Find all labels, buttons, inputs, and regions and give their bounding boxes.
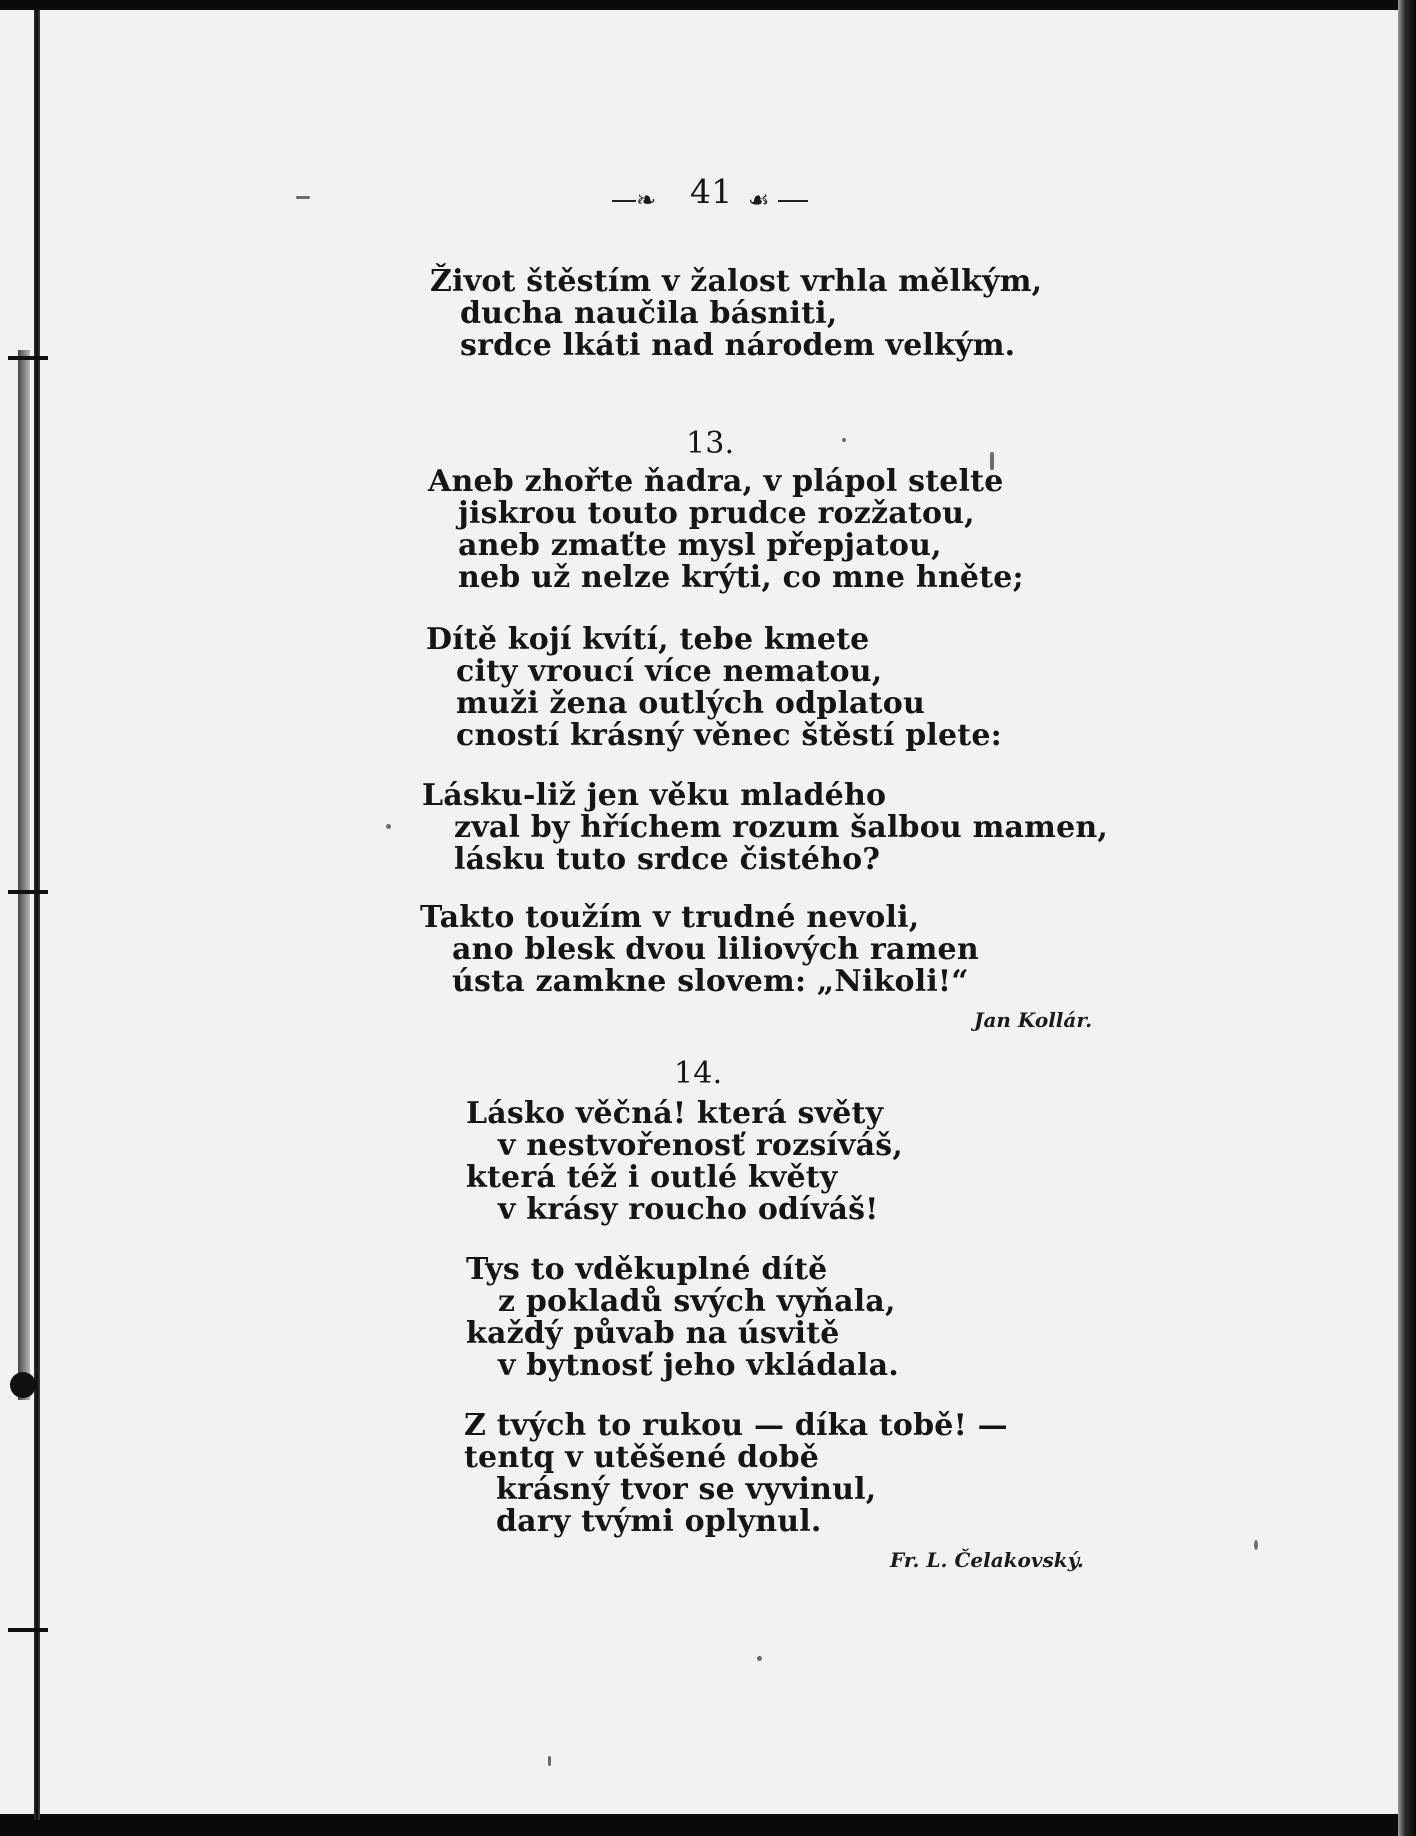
poem-line: která též i outlé květy — [466, 1160, 838, 1195]
poem-author: Fr. L. Čelakovský. — [890, 1548, 1084, 1572]
poem-line: z pokladů svých vyňala, — [498, 1284, 896, 1319]
right-scan-border — [1398, 0, 1416, 1836]
header-ornament-left-icon: ❧ — [636, 186, 657, 214]
poem-line: Takto toužím v trudné nevoli, — [420, 900, 920, 935]
poem-line: v krásy roucho odíváš! — [498, 1192, 879, 1227]
poem-line: zval by hříchem rozum šalbou mamen, — [454, 810, 1109, 845]
page-number: 41 — [690, 172, 733, 211]
poem-line: Z tvých to rukou — díka tobě! — — [464, 1408, 1008, 1443]
poem-line: ústa zamkne slovem: „Nikoli!“ — [452, 964, 969, 999]
section-number: 13. — [686, 426, 735, 461]
paper-speck — [386, 824, 391, 829]
poem-line: city vroucí více nematou, — [456, 654, 883, 689]
poem-line: Aneb zhořte ňadra, v plápol stelte — [428, 464, 1004, 499]
poem-line: Lásku-liž jen věku mladého — [422, 778, 887, 813]
poem-line: dary tvými oplynul. — [496, 1504, 822, 1539]
book-binding-edge — [0, 0, 52, 1836]
poem-line: Dítě kojí kvítí, tebe kmete — [426, 622, 870, 657]
binding-tick — [8, 356, 48, 360]
binding-shadow — [18, 350, 30, 1400]
poem-line: v bytnosť jeho vkládala. — [498, 1348, 899, 1383]
poem-line: lásku tuto srdce čistého? — [454, 842, 881, 877]
poem-line: ducha naučila básniti, — [460, 296, 838, 331]
header-rule-right — [778, 200, 808, 202]
poem-line: tentq v utěšené době — [464, 1440, 820, 1475]
header-ornament-right-icon: ☙ — [748, 186, 770, 214]
binding-tick — [8, 1628, 48, 1632]
paper-speck — [842, 438, 846, 442]
binding-knob — [10, 1372, 36, 1398]
poem-line: ano blesk dvou liliových ramen — [452, 932, 979, 967]
section-number: 14. — [674, 1056, 723, 1091]
top-scan-border — [0, 0, 1416, 10]
binding-tick — [8, 890, 48, 894]
paper-speck — [548, 1756, 551, 1766]
poem-line: neb už nelze krýti, co mne hněte; — [458, 560, 1024, 595]
paper-speck — [757, 1656, 762, 1661]
paper-speck — [1254, 1540, 1258, 1550]
paper-speck — [296, 196, 310, 199]
poem-line: Tys to vděkuplné dítě — [466, 1252, 828, 1287]
header-rule-left — [612, 200, 636, 202]
binding-spine-line — [34, 10, 40, 1820]
poem-line: muži žena outlých odplatou — [456, 686, 925, 721]
poem-line: srdce lkáti nad národem velkým. — [460, 328, 1016, 363]
poem-line: v nestvořenosť rozsíváš, — [498, 1128, 904, 1163]
bottom-scan-border — [0, 1814, 1416, 1836]
poem-line: aneb zmaťte mysl přepjatou, — [458, 528, 942, 563]
poem-line: jiskrou touto prudce rozžatou, — [458, 496, 975, 531]
poem-author: Jan Kollár. — [974, 1008, 1093, 1032]
poem-line: krásný tvor se vyvinul, — [496, 1472, 877, 1507]
poem-line: Lásko věčná! která světy — [466, 1096, 884, 1131]
poem-line: každý půvab na úsvitě — [466, 1316, 840, 1351]
poem-line: cností krásný věnec štěstí plete: — [456, 718, 1002, 753]
poem-line: Život štěstím v žalost vrhla mělkým, — [430, 264, 1043, 299]
